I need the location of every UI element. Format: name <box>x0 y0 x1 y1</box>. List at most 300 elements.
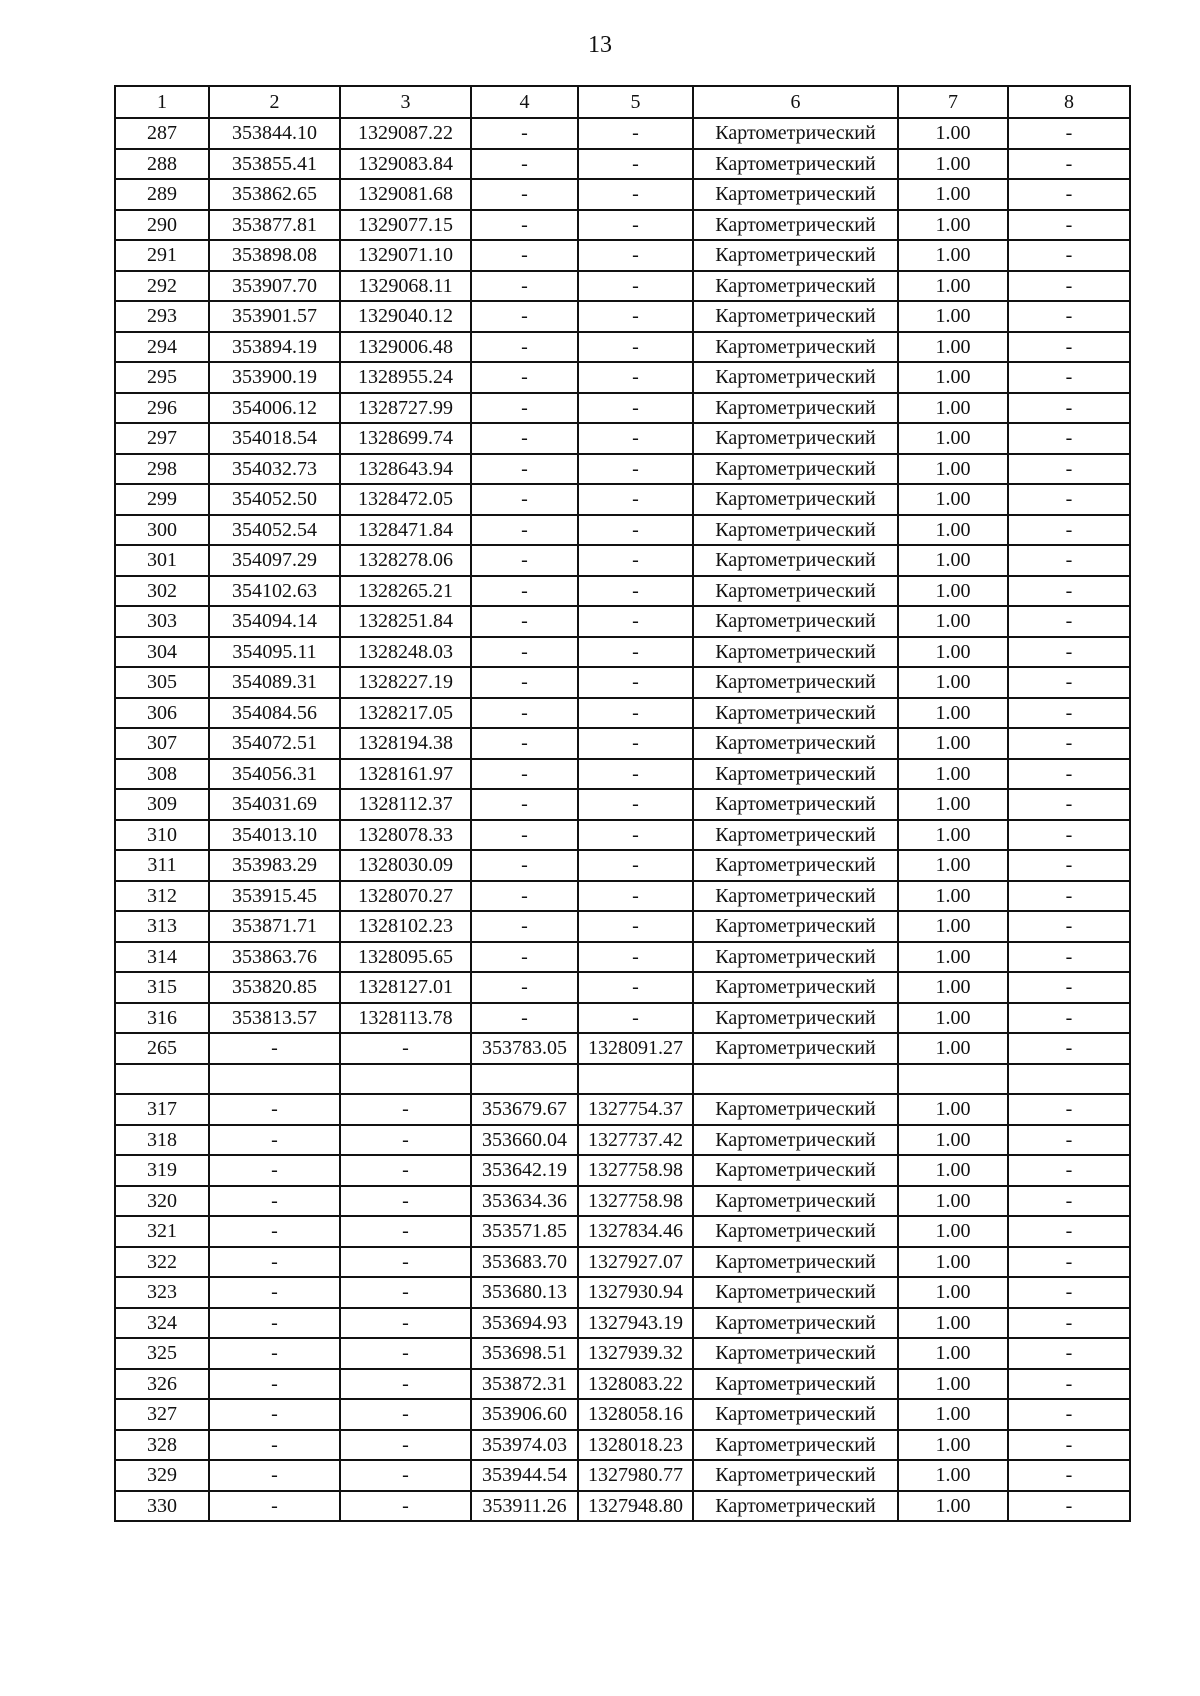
table-cell-col-3: - <box>340 1033 471 1064</box>
table-row <box>115 1338 1130 1369</box>
table-cell-col-7: 1.00 <box>898 1247 1008 1278</box>
table-cell-col-2: - <box>209 1460 340 1491</box>
table-cell-col-1: 290 <box>115 210 209 241</box>
table-cell-col-8: - <box>1008 545 1130 576</box>
table-cell-col-2: 353820.85 <box>209 972 340 1003</box>
table-cell-col-4: - <box>471 454 578 485</box>
table-cell-col-5: - <box>578 667 693 698</box>
table-cell-col-3: 1328227.19 <box>340 667 471 698</box>
table-cell-col-4: - <box>471 606 578 637</box>
table-cell-col-7: 1.00 <box>898 1338 1008 1369</box>
table-cell-col-2: 353862.65 <box>209 179 340 210</box>
table-cell-col-8: - <box>1008 1399 1130 1430</box>
table-cell-col-3 <box>340 1064 471 1095</box>
table-cell-col-7 <box>898 1064 1008 1095</box>
table-cell-col-6: Картометрический <box>693 1369 898 1400</box>
table-cell-col-7: 1.00 <box>898 698 1008 729</box>
table-cell-col-3: 1328278.06 <box>340 545 471 576</box>
table-cell-col-7: 1.00 <box>898 393 1008 424</box>
table-cell-col-7: 1.00 <box>898 1186 1008 1217</box>
table-row <box>115 1430 1130 1461</box>
table-row <box>115 1308 1130 1339</box>
table-cell-col-1: 318 <box>115 1125 209 1156</box>
table-cell-col-8: - <box>1008 606 1130 637</box>
table-cell-col-3: - <box>340 1491 471 1522</box>
table-cell-col-4: 353571.85 <box>471 1216 578 1247</box>
table-cell-col-8: - <box>1008 850 1130 881</box>
table-cell-col-2: 354084.56 <box>209 698 340 729</box>
table-cell-col-3: 1328112.37 <box>340 789 471 820</box>
table-cell-col-2: 354056.31 <box>209 759 340 790</box>
table-cell-col-8: - <box>1008 1491 1130 1522</box>
table-cell-col-1: 326 <box>115 1369 209 1400</box>
table-cell-col-2: 353901.57 <box>209 301 340 332</box>
table-row <box>115 362 1130 393</box>
table-cell-col-8: - <box>1008 698 1130 729</box>
table-cell-col-4: 353694.93 <box>471 1308 578 1339</box>
table-cell-col-2: 354102.63 <box>209 576 340 607</box>
table-cell-col-8: - <box>1008 881 1130 912</box>
table-cell-col-7: 1.00 <box>898 606 1008 637</box>
table-cell-col-3: - <box>340 1308 471 1339</box>
table-row <box>115 1155 1130 1186</box>
table-cell-col-6: Картометрический <box>693 515 898 546</box>
table-cell-col-8: - <box>1008 271 1130 302</box>
table-cell-col-6: Картометрический <box>693 240 898 271</box>
table-cell-col-1: 289 <box>115 179 209 210</box>
table-cell-col-1: 303 <box>115 606 209 637</box>
table-cell-col-6: Картометрический <box>693 1491 898 1522</box>
table-cell-col-8: - <box>1008 728 1130 759</box>
table-cell-col-4: - <box>471 332 578 363</box>
table-cell-col-1: 307 <box>115 728 209 759</box>
table-cell-col-8: - <box>1008 667 1130 698</box>
table-cell-col-5: 1328058.16 <box>578 1399 693 1430</box>
table-cell-col-8: - <box>1008 179 1130 210</box>
table-cell-col-8: - <box>1008 454 1130 485</box>
table-cell-col-3: 1328194.38 <box>340 728 471 759</box>
table-cell-col-3: 1328030.09 <box>340 850 471 881</box>
page-number: 13 <box>588 32 612 58</box>
table-cell-col-6: Картометрический <box>693 1308 898 1339</box>
table-cell-col-3: - <box>340 1186 471 1217</box>
table-cell-col-2: - <box>209 1033 340 1064</box>
table-cell-col-8: - <box>1008 972 1130 1003</box>
table-cell-col-5: 1327737.42 <box>578 1125 693 1156</box>
table-cell-col-7: 1.00 <box>898 1369 1008 1400</box>
table-row <box>115 881 1130 912</box>
table-cell-col-4: - <box>471 118 578 149</box>
table-cell-col-5: - <box>578 271 693 302</box>
table-cell-col-3: 1328070.27 <box>340 881 471 912</box>
table-cell-col-7: 1.00 <box>898 210 1008 241</box>
table-cell-col-3: 1328248.03 <box>340 637 471 668</box>
table-cell-col-3: 1328472.05 <box>340 484 471 515</box>
column-header-8: 8 <box>1008 86 1130 118</box>
table-cell-col-7: 1.00 <box>898 942 1008 973</box>
table-cell-col-4: - <box>471 759 578 790</box>
table-cell-col-5: 1328018.23 <box>578 1430 693 1461</box>
table-cell-col-6: Картометрический <box>693 1125 898 1156</box>
table-cell-col-7: 1.00 <box>898 1094 1008 1125</box>
table-cell-col-1: 312 <box>115 881 209 912</box>
table-cell-col-4: - <box>471 728 578 759</box>
table-cell-col-2: 354006.12 <box>209 393 340 424</box>
table-cell-col-4: - <box>471 515 578 546</box>
table-cell-col-4: - <box>471 393 578 424</box>
table-cell-col-4: 353944.54 <box>471 1460 578 1491</box>
table-cell-col-4: - <box>471 911 578 942</box>
table-cell-col-3: 1329040.12 <box>340 301 471 332</box>
table-cell-col-5: - <box>578 332 693 363</box>
table-cell-col-4: - <box>471 545 578 576</box>
table-cell-col-7: 1.00 <box>898 820 1008 851</box>
table-cell-col-6: Картометрический <box>693 118 898 149</box>
table-cell-col-3: 1328161.97 <box>340 759 471 790</box>
table-cell-col-5: 1327834.46 <box>578 1216 693 1247</box>
table-row <box>115 759 1130 790</box>
table-cell-col-2: - <box>209 1430 340 1461</box>
table-cell-col-1: 320 <box>115 1186 209 1217</box>
table-row <box>115 1277 1130 1308</box>
table-cell-col-6: Картометрический <box>693 911 898 942</box>
table-cell-col-1: 310 <box>115 820 209 851</box>
table-cell-col-8: - <box>1008 210 1130 241</box>
table-cell-col-8: - <box>1008 911 1130 942</box>
table-cell-col-4: - <box>471 423 578 454</box>
table-cell-col-6: Картометрический <box>693 1094 898 1125</box>
table-cell-col-6: Картометрический <box>693 698 898 729</box>
table-cell-col-5: - <box>578 881 693 912</box>
table-cell-col-1: 265 <box>115 1033 209 1064</box>
table-row <box>115 484 1130 515</box>
table-row <box>115 179 1130 210</box>
table-cell-col-8: - <box>1008 301 1130 332</box>
table-row <box>115 1064 1130 1095</box>
table-cell-col-4: 353642.19 <box>471 1155 578 1186</box>
table-cell-col-4: - <box>471 149 578 180</box>
table-cell-col-2: 353855.41 <box>209 149 340 180</box>
table-cell-col-6: Картометрический <box>693 271 898 302</box>
table-cell-col-8: - <box>1008 1277 1130 1308</box>
table-cell-col-8: - <box>1008 1033 1130 1064</box>
table-cell-col-3: - <box>340 1094 471 1125</box>
table-body <box>115 118 1130 1521</box>
table-cell-col-7: 1.00 <box>898 881 1008 912</box>
table-cell-col-4: - <box>471 362 578 393</box>
table-row <box>115 1125 1130 1156</box>
table-cell-col-5: - <box>578 850 693 881</box>
table-cell-col-7: 1.00 <box>898 149 1008 180</box>
table-cell-col-2: 354013.10 <box>209 820 340 851</box>
table-cell-col-7: 1.00 <box>898 332 1008 363</box>
table-cell-col-5: 1327754.37 <box>578 1094 693 1125</box>
table-cell-col-1: 293 <box>115 301 209 332</box>
table-cell-col-3: - <box>340 1460 471 1491</box>
table-row <box>115 1186 1130 1217</box>
table-cell-col-2: - <box>209 1338 340 1369</box>
table-cell-col-1: 300 <box>115 515 209 546</box>
table-row <box>115 606 1130 637</box>
table-cell-col-2: - <box>209 1216 340 1247</box>
table-cell-col-2: 354094.14 <box>209 606 340 637</box>
table-row <box>115 1399 1130 1430</box>
table-cell-col-4: 353783.05 <box>471 1033 578 1064</box>
table-header-row <box>115 86 1130 118</box>
table-cell-col-1: 294 <box>115 332 209 363</box>
table-cell-col-4: - <box>471 942 578 973</box>
table-cell-col-5: - <box>578 972 693 1003</box>
table-cell-col-6: Картометрический <box>693 149 898 180</box>
table-cell-col-4: - <box>471 240 578 271</box>
table-row <box>115 728 1130 759</box>
table-cell-col-2: 353894.19 <box>209 332 340 363</box>
table-cell-col-8: - <box>1008 240 1130 271</box>
table-cell-col-7: 1.00 <box>898 1125 1008 1156</box>
table-cell-col-4: - <box>471 210 578 241</box>
table-cell-col-8: - <box>1008 423 1130 454</box>
table-cell-col-6: Картометрический <box>693 393 898 424</box>
table-cell-col-5: 1327758.98 <box>578 1186 693 1217</box>
table-row <box>115 820 1130 851</box>
table-cell-col-5: 1328091.27 <box>578 1033 693 1064</box>
table-row <box>115 423 1130 454</box>
table-row <box>115 515 1130 546</box>
table-cell-col-3: 1328699.74 <box>340 423 471 454</box>
table-cell-col-1: 306 <box>115 698 209 729</box>
table-row <box>115 850 1130 881</box>
table-cell-col-2: - <box>209 1247 340 1278</box>
table-cell-col-5: - <box>578 820 693 851</box>
table-cell-col-7: 1.00 <box>898 637 1008 668</box>
table-cell-col-6: Картометрический <box>693 1186 898 1217</box>
table-cell-col-7: 1.00 <box>898 972 1008 1003</box>
table-cell-col-6: Картометрический <box>693 332 898 363</box>
table-cell-col-4: 353680.13 <box>471 1277 578 1308</box>
table-row <box>115 271 1130 302</box>
table-cell-col-3: 1328643.94 <box>340 454 471 485</box>
table-cell-col-2: - <box>209 1369 340 1400</box>
table-cell-col-3: - <box>340 1155 471 1186</box>
table-cell-col-1: 316 <box>115 1003 209 1034</box>
column-header-1: 1 <box>115 86 209 118</box>
table-cell-col-1: 298 <box>115 454 209 485</box>
table-cell-col-1: 313 <box>115 911 209 942</box>
table-cell-col-1: 288 <box>115 149 209 180</box>
table-cell-col-7: 1.00 <box>898 118 1008 149</box>
table-cell-col-1: 327 <box>115 1399 209 1430</box>
table-cell-col-6: Картометрический <box>693 1247 898 1278</box>
table-cell-col-4: - <box>471 637 578 668</box>
table-cell-col-5: - <box>578 179 693 210</box>
table-cell-col-7: 1.00 <box>898 301 1008 332</box>
table-cell-col-3: - <box>340 1125 471 1156</box>
table-row <box>115 1003 1130 1034</box>
table-cell-col-8: - <box>1008 1430 1130 1461</box>
table-cell-col-5: - <box>578 149 693 180</box>
coordinates-table <box>114 85 1131 1522</box>
table-cell-col-7: 1.00 <box>898 240 1008 271</box>
table-cell-col-5: 1327948.80 <box>578 1491 693 1522</box>
table-cell-col-5: - <box>578 393 693 424</box>
table-cell-col-8: - <box>1008 759 1130 790</box>
table-cell-col-6: Картометрический <box>693 1003 898 1034</box>
table-cell-col-1: 296 <box>115 393 209 424</box>
table-cell-col-4: - <box>471 179 578 210</box>
table-cell-col-5: 1327758.98 <box>578 1155 693 1186</box>
table-cell-col-6: Картометрический <box>693 1277 898 1308</box>
table-cell-col-8: - <box>1008 1094 1130 1125</box>
table-cell-col-7: 1.00 <box>898 1308 1008 1339</box>
table-cell-col-1: 299 <box>115 484 209 515</box>
table-cell-col-4: - <box>471 850 578 881</box>
table-cell-col-6: Картометрический <box>693 1033 898 1064</box>
table-cell-col-8: - <box>1008 1155 1130 1186</box>
table-cell-col-3: 1328102.23 <box>340 911 471 942</box>
table-cell-col-6: Картометрический <box>693 637 898 668</box>
table-cell-col-8: - <box>1008 1460 1130 1491</box>
table-cell-col-5: - <box>578 759 693 790</box>
table-cell-col-4: 353911.26 <box>471 1491 578 1522</box>
table-cell-col-5: - <box>578 423 693 454</box>
table-cell-col-7: 1.00 <box>898 1003 1008 1034</box>
table-cell-col-5: - <box>578 118 693 149</box>
table-cell-col-4: 353683.70 <box>471 1247 578 1278</box>
table-cell-col-5: 1327939.32 <box>578 1338 693 1369</box>
table-cell-col-3: - <box>340 1369 471 1400</box>
table-cell-col-1: 328 <box>115 1430 209 1461</box>
table-cell-col-6: Картометрический <box>693 759 898 790</box>
column-header-3: 3 <box>340 86 471 118</box>
table-cell-col-2: 353844.10 <box>209 118 340 149</box>
table-cell-col-3: - <box>340 1247 471 1278</box>
table-row <box>115 118 1130 149</box>
table-cell-col-5: 1327980.77 <box>578 1460 693 1491</box>
table-row <box>115 240 1130 271</box>
table-cell-col-8: - <box>1008 393 1130 424</box>
table-cell-col-3: 1328727.99 <box>340 393 471 424</box>
table-cell-col-1: 309 <box>115 789 209 820</box>
table-row <box>115 789 1130 820</box>
table-cell-col-6: Картометрический <box>693 484 898 515</box>
table-cell-col-1: 321 <box>115 1216 209 1247</box>
table-cell-col-3: - <box>340 1277 471 1308</box>
table-cell-col-4: - <box>471 484 578 515</box>
table-cell-col-1: 330 <box>115 1491 209 1522</box>
table-cell-col-3: 1329081.68 <box>340 179 471 210</box>
table-cell-col-8: - <box>1008 1338 1130 1369</box>
table-cell-col-5: - <box>578 576 693 607</box>
table-cell-col-7: 1.00 <box>898 515 1008 546</box>
table-cell-col-6: Картометрический <box>693 301 898 332</box>
table-cell-col-8: - <box>1008 820 1130 851</box>
table-cell-col-8: - <box>1008 484 1130 515</box>
table-row <box>115 576 1130 607</box>
table-cell-col-4: - <box>471 820 578 851</box>
table-cell-col-5: - <box>578 240 693 271</box>
table-cell-col-3: 1329006.48 <box>340 332 471 363</box>
table-cell-col-2: 353900.19 <box>209 362 340 393</box>
table-cell-col-1: 329 <box>115 1460 209 1491</box>
table-cell-col-5: - <box>578 606 693 637</box>
table-cell-col-8: - <box>1008 1003 1130 1034</box>
table-cell-col-6: Картометрический <box>693 850 898 881</box>
table-cell-col-7: 1.00 <box>898 667 1008 698</box>
table-cell-col-3: 1328113.78 <box>340 1003 471 1034</box>
table-cell-col-7: 1.00 <box>898 1216 1008 1247</box>
table-cell-col-8 <box>1008 1064 1130 1095</box>
table-cell-col-7: 1.00 <box>898 362 1008 393</box>
table-cell-col-4: - <box>471 1003 578 1034</box>
table-cell-col-3: 1328265.21 <box>340 576 471 607</box>
table-cell-col-6: Картометрический <box>693 1338 898 1369</box>
table-cell-col-1: 314 <box>115 942 209 973</box>
table-cell-col-1: 324 <box>115 1308 209 1339</box>
table-cell-col-6: Картометрический <box>693 789 898 820</box>
table-cell-col-3: 1329087.22 <box>340 118 471 149</box>
table-cell-col-7: 1.00 <box>898 545 1008 576</box>
table-cell-col-5: - <box>578 454 693 485</box>
table-cell-col-1: 323 <box>115 1277 209 1308</box>
table-cell-col-1: 292 <box>115 271 209 302</box>
table-cell-col-3: - <box>340 1216 471 1247</box>
table-cell-col-4: - <box>471 271 578 302</box>
table-cell-col-6: Картометрический <box>693 1155 898 1186</box>
table-cell-col-3: 1329077.15 <box>340 210 471 241</box>
table-cell-col-4: - <box>471 881 578 912</box>
table-cell-col-6: Картометрический <box>693 728 898 759</box>
table-cell-col-5: 1328083.22 <box>578 1369 693 1400</box>
table-cell-col-2: 353877.81 <box>209 210 340 241</box>
table-cell-col-7: 1.00 <box>898 423 1008 454</box>
table-cell-col-2: - <box>209 1399 340 1430</box>
table-cell-col-7: 1.00 <box>898 1491 1008 1522</box>
table-cell-col-3: 1328217.05 <box>340 698 471 729</box>
table-cell-col-2: 353898.08 <box>209 240 340 271</box>
table-cell-col-1: 295 <box>115 362 209 393</box>
table-cell-col-4: 353872.31 <box>471 1369 578 1400</box>
table-cell-col-2: 354052.50 <box>209 484 340 515</box>
table-cell-col-1: 305 <box>115 667 209 698</box>
table-cell-col-1: 304 <box>115 637 209 668</box>
table-cell-col-2: 354072.51 <box>209 728 340 759</box>
table-cell-col-1: 325 <box>115 1338 209 1369</box>
table-cell-col-5: - <box>578 484 693 515</box>
table-cell-col-5: - <box>578 698 693 729</box>
table-cell-col-3: 1328471.84 <box>340 515 471 546</box>
table-cell-col-6: Картометрический <box>693 972 898 1003</box>
table-cell-col-2: - <box>209 1155 340 1186</box>
table-cell-col-7: 1.00 <box>898 1460 1008 1491</box>
table-cell-col-8: - <box>1008 1247 1130 1278</box>
table-cell-col-4: - <box>471 667 578 698</box>
table-row <box>115 1247 1130 1278</box>
table-cell-col-5: 1327943.19 <box>578 1308 693 1339</box>
table-cell-col-7: 1.00 <box>898 759 1008 790</box>
table-row <box>115 454 1130 485</box>
table-row <box>115 667 1130 698</box>
table-cell-col-1: 311 <box>115 850 209 881</box>
table-row <box>115 1216 1130 1247</box>
table-cell-col-4: 353906.60 <box>471 1399 578 1430</box>
table-cell-col-4: - <box>471 698 578 729</box>
table-cell-col-3: 1328251.84 <box>340 606 471 637</box>
table-cell-col-6: Картометрический <box>693 820 898 851</box>
table-cell-col-1: 308 <box>115 759 209 790</box>
table-cell-col-8: - <box>1008 362 1130 393</box>
table-cell-col-5 <box>578 1064 693 1095</box>
table-cell-col-5: - <box>578 637 693 668</box>
